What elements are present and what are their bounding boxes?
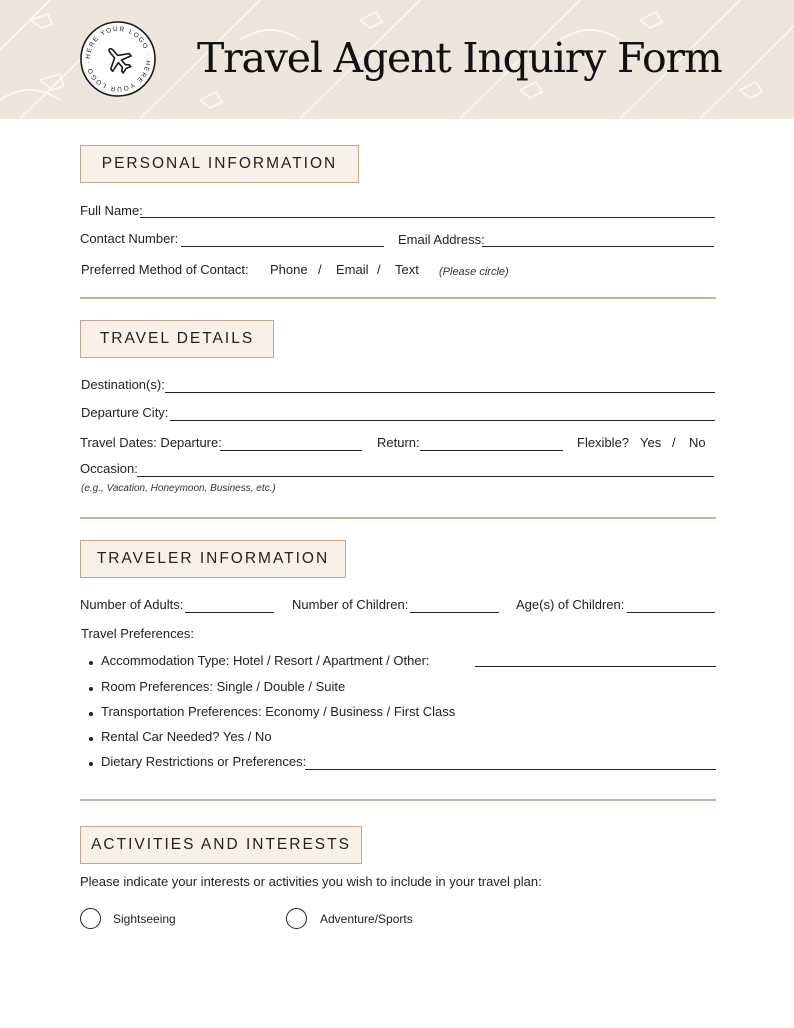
contact-option-email[interactable]: Email xyxy=(336,262,369,277)
preferred-contact-label: Preferred Method of Contact: xyxy=(81,262,249,277)
children-label: Number of Children: xyxy=(292,597,409,612)
children-ages-field[interactable] xyxy=(627,597,715,613)
children-ages-label: Age(s) of Children: xyxy=(516,597,625,612)
occasion-field[interactable] xyxy=(137,461,714,477)
section-heading-travel-text: TRAVEL DETAILS xyxy=(99,330,255,347)
departure-city-label: Departure City: xyxy=(81,405,169,420)
dietary-label: Dietary Restrictions or Preferences: xyxy=(101,754,307,769)
occasion-label: Occasion: xyxy=(80,461,138,476)
departure-city-field[interactable] xyxy=(170,405,715,421)
section-heading-travel xyxy=(80,320,274,358)
section-heading-personal-text: PERSONAL INFORMATION xyxy=(101,155,338,172)
adults-label: Number of Adults: xyxy=(80,597,184,612)
section-heading-traveler-text: TRAVELER INFORMATION xyxy=(96,550,330,567)
full-name-label: Full Name: xyxy=(80,203,143,218)
contact-option-text[interactable]: Text xyxy=(395,262,419,277)
bullet-dot xyxy=(89,737,93,741)
please-circle-note: (Please circle) xyxy=(439,266,509,278)
departure-date-field[interactable] xyxy=(220,435,362,451)
departure-date-label: Travel Dates: Departure: xyxy=(80,435,222,450)
occasion-examples-note: (e.g., Vacation, Honeymoon, Business, etc.) xyxy=(81,483,276,494)
separator: / xyxy=(318,262,322,277)
sightseeing-checkbox[interactable] xyxy=(80,908,101,929)
adventure-sports-checkbox[interactable] xyxy=(286,908,307,929)
transportation-preferences-label: Transportation Preferences: Economy / Business / First Class xyxy=(101,704,456,719)
logo-circle xyxy=(79,20,157,98)
bullet-dot xyxy=(89,762,93,766)
form-title: Travel Agent Inquiry Form xyxy=(197,34,722,82)
destination-field[interactable] xyxy=(165,377,715,393)
flexible-label: Flexible? xyxy=(577,435,630,450)
section-heading-activities-text: ACTIVITIES AND INTERESTS xyxy=(91,836,351,853)
accommodation-type-label: Accommodation Type: Hotel / Resort / Apartment / Other: xyxy=(101,653,430,668)
flexible-option-no[interactable]: No xyxy=(689,435,706,450)
section-divider xyxy=(80,297,716,299)
section-heading-traveler xyxy=(80,540,346,578)
section-divider xyxy=(80,517,716,519)
room-preferences-label: Room Preferences: Single / Double / Suite xyxy=(101,679,346,694)
separator: / xyxy=(377,262,381,277)
contact-number-field[interactable] xyxy=(181,231,384,247)
return-date-label: Return: xyxy=(377,435,420,450)
header-banner xyxy=(0,0,794,119)
svg-text:HERE YOUR LOGO · HERE YOUR LOG: HERE YOUR LOGO · HERE YOUR LOGO · xyxy=(84,25,152,93)
flexible-option-yes[interactable]: Yes xyxy=(640,435,662,450)
adults-field[interactable] xyxy=(185,597,274,613)
sightseeing-label: Sightseeing xyxy=(113,912,176,926)
email-label: Email Address: xyxy=(398,232,485,247)
return-date-field[interactable] xyxy=(420,435,563,451)
accommodation-other-field[interactable] xyxy=(475,651,716,667)
logo-seal xyxy=(79,20,157,98)
full-name-field[interactable] xyxy=(140,202,715,218)
bullet-dot xyxy=(89,712,93,716)
activities-intro: Please indicate your interests or activities you wish to include in your travel plan: xyxy=(80,874,542,889)
section-divider xyxy=(80,799,716,801)
section-heading-activities xyxy=(80,826,362,864)
travel-preferences-label: Travel Preferences: xyxy=(81,626,194,641)
dietary-field[interactable] xyxy=(305,754,716,770)
bullet-dot xyxy=(89,687,93,691)
rental-car-label: Rental Car Needed? Yes / No xyxy=(101,729,272,744)
section-heading-personal xyxy=(80,145,359,183)
contact-option-phone[interactable]: Phone xyxy=(270,262,308,277)
adventure-sports-label: Adventure/Sports xyxy=(320,912,413,926)
destination-label: Destination(s): xyxy=(81,377,165,392)
separator: / xyxy=(672,435,676,450)
children-field[interactable] xyxy=(410,597,499,613)
contact-number-label: Contact Number: xyxy=(80,231,179,246)
bullet-dot xyxy=(89,661,93,665)
email-field[interactable] xyxy=(482,231,714,247)
